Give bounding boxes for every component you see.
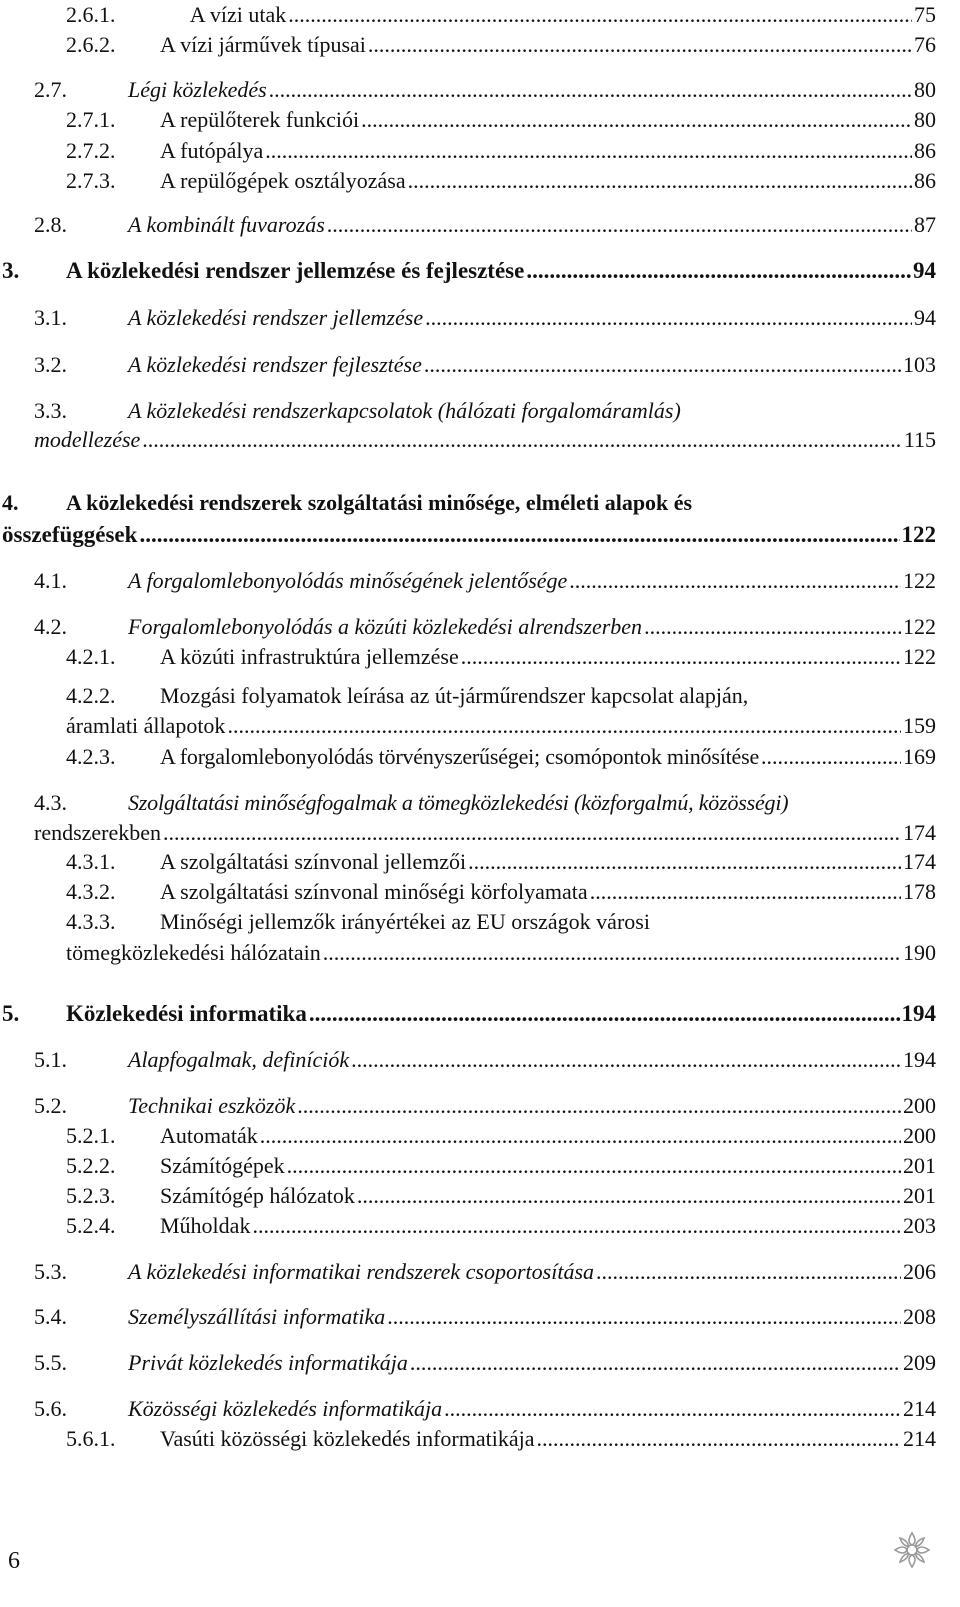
toc-entry-page: 122 <box>903 614 936 639</box>
toc-entry[interactable] <box>0 1001 936 1027</box>
toc-entry-number: 2.7.2. <box>66 138 116 163</box>
toc-leader-dots <box>444 1396 901 1422</box>
toc-entry-page: 190 <box>903 940 936 965</box>
toc-entry-page: 201 <box>903 1153 936 1178</box>
toc-entry-title: A vízi járművek típusai <box>160 32 366 57</box>
toc-entry-page: 201 <box>903 1183 936 1208</box>
toc-entry-number: 3. <box>2 258 20 283</box>
toc-entry-number: 4. <box>2 490 19 515</box>
toc-entry-continuation[interactable] <box>0 940 936 966</box>
toc-leader-dots <box>569 568 901 594</box>
toc-entry[interactable] <box>0 879 936 905</box>
toc-entry-title: A forgalomlebonyolódás minőségének jelentősége <box>128 568 568 593</box>
toc-entry-title: A közlekedési informatikai rendszerek csoportosítása <box>128 1259 595 1284</box>
toc-leader-dots <box>410 1350 901 1376</box>
toc-leader-dots <box>323 940 901 966</box>
toc-leader-dots <box>761 744 901 770</box>
toc-entry-page: 75 <box>914 2 936 27</box>
toc-entry-title: Minőségi jellemzők irányértékei az EU országok városi <box>160 909 650 934</box>
toc-entry-title: modellezése <box>34 427 141 452</box>
toc-entry-page: 87 <box>914 212 936 237</box>
toc-leader-dots <box>368 32 912 58</box>
toc-entry[interactable] <box>0 1123 936 1149</box>
toc-entry-page: 178 <box>903 879 936 904</box>
toc-leader-dots <box>287 1153 901 1179</box>
toc-entry-page: 214 <box>903 1396 936 1421</box>
toc-entry-number: 5. <box>2 1001 20 1026</box>
toc-entry-number: 4.3.2. <box>66 879 116 904</box>
toc-entry-number: 5.2.4. <box>66 1213 116 1238</box>
toc-entry-title: A közlekedési rendszerek szolgáltatási minősége, elméleti alapok és <box>66 490 693 515</box>
toc-entry-page: 80 <box>914 107 936 132</box>
toc-entry-page: 122 <box>903 644 936 669</box>
toc-entry-continuation[interactable] <box>0 427 936 453</box>
toc-leader-dots <box>408 168 912 194</box>
toc-entry-number: 4.3. <box>34 790 67 815</box>
toc-entry-number: 3.3. <box>34 398 67 423</box>
toc-entry-title: Számítógépek <box>160 1153 285 1178</box>
toc-entry-page: 122 <box>901 522 936 547</box>
toc-entry-continuation[interactable] <box>0 713 936 739</box>
toc-entry-page: 115 <box>903 427 936 452</box>
toc-leader-dots <box>252 1213 901 1239</box>
toc-entry-page: 80 <box>914 77 936 102</box>
toc-entry-title: Automaták <box>160 1123 258 1148</box>
toc-entry-number: 2.7. <box>34 77 67 102</box>
toc-entry-title: Mozgási folyamatok leírása az út-járműrendszer kapcsolat alapján, <box>160 683 749 708</box>
toc-leader-dots <box>644 614 901 640</box>
toc-entry-page: 214 <box>903 1426 936 1451</box>
toc-entry-number: 2.6.1. <box>66 2 116 27</box>
toc-leader-dots <box>288 2 912 28</box>
toc-entry-page: 174 <box>903 849 936 874</box>
toc-leader-dots <box>260 1123 901 1149</box>
toc-entry-number: 5.4. <box>34 1304 67 1329</box>
toc-entry-number: 3.2. <box>34 352 67 377</box>
toc-leader-dots <box>526 258 911 284</box>
toc-entry[interactable] <box>0 1304 936 1330</box>
toc-entry-page: 209 <box>903 1350 936 1375</box>
toc-entry-page: 94 <box>913 258 936 283</box>
toc-entry[interactable] <box>0 1153 936 1179</box>
toc-entry-title: Számítógép hálózatok <box>160 1183 355 1208</box>
toc-entry-title: A repülőterek funkciói <box>160 107 360 132</box>
toc-entry-number: 2.7.1. <box>66 107 116 132</box>
toc-leader-dots <box>461 644 901 670</box>
toc-entry-title: Forgalomlebonyolódás a közúti közlekedési alrendszerben <box>128 614 643 639</box>
toc-entry[interactable] <box>0 1396 936 1422</box>
toc-entry[interactable] <box>0 568 936 594</box>
toc-entry-title: A közúti infrastruktúra jellemzése <box>160 644 459 669</box>
toc-entry-number: 5.3. <box>34 1259 67 1284</box>
toc-entry-title: A szolgáltatási színvonal minőségi körfolyamata <box>160 879 588 904</box>
toc-entry-page: 103 <box>903 352 936 377</box>
toc-entry-title: Privát közlekedés informatikája <box>128 1350 408 1375</box>
toc-entry-title: A közlekedési rendszer fejlesztése <box>128 352 422 377</box>
toc-entry-page: 194 <box>901 1001 936 1026</box>
toc-entry-number: 3.1. <box>34 305 67 330</box>
toc-entry-page: 76 <box>914 32 936 57</box>
toc-leader-dots <box>327 212 912 238</box>
toc-entry-continuation[interactable] <box>0 820 936 846</box>
toc-entry[interactable] <box>0 1047 936 1073</box>
toc-entry-number: 2.7.3. <box>66 168 116 193</box>
toc-entry-title: A szolgáltatási színvonal jellemzői <box>160 849 467 874</box>
toc-entry-title: A vízi utak <box>189 2 287 27</box>
toc-entry[interactable] <box>0 1259 936 1285</box>
toc-leader-dots <box>265 138 912 164</box>
toc-entry[interactable] <box>0 614 936 640</box>
toc-entry-page: 94 <box>914 305 936 330</box>
toc-entry-number: 5.2.1. <box>66 1123 116 1148</box>
toc-leader-dots <box>387 1304 901 1330</box>
toc-entry-title: A kombinált fuvarozás <box>128 212 325 237</box>
toc-entry-page: 174 <box>903 820 936 845</box>
toc-entry-title: Alapfogalmak, definíciók <box>128 1047 350 1072</box>
toc-leader-dots <box>163 820 901 846</box>
toc-entry-title: A közlekedési rendszer jellemzése <box>128 305 424 330</box>
toc-entry-page: 122 <box>903 568 936 593</box>
toc-leader-dots <box>596 1259 901 1285</box>
toc-leader-dots <box>297 1093 901 1119</box>
toc-entry[interactable] <box>0 352 936 378</box>
toc-entry-number: 2.6.2. <box>66 32 116 57</box>
toc-entry[interactable] <box>0 1350 936 1376</box>
toc-entry-title: tömegközlekedési hálózatain <box>66 940 321 965</box>
toc-entry-title: Szolgáltatási minőségfogalmak a tömegközlekedési (közforgalmú, közösségi) <box>128 790 789 815</box>
toc-entry-number: 5.2. <box>34 1093 67 1118</box>
toc-leader-dots <box>424 352 901 378</box>
toc-entry-continuation[interactable] <box>0 522 936 548</box>
toc-entry-number: 5.6.1. <box>66 1426 116 1451</box>
toc-entry-number: 4.3.1. <box>66 849 116 874</box>
toc-entry-number: 4.2.2. <box>66 683 116 708</box>
toc-entry-number: 5.6. <box>34 1396 67 1421</box>
toc-entry-title: A közlekedési rendszerkapcsolatok (hálózati forgalomáramlás) <box>128 398 681 423</box>
toc-entry-title: Légi közlekedés <box>128 77 267 102</box>
toc-entry-page: 159 <box>903 713 936 738</box>
toc-entry[interactable] <box>0 1213 936 1239</box>
toc-entry-title: Műholdak <box>160 1213 251 1238</box>
toc-leader-dots <box>590 879 901 905</box>
toc-entry-number: 4.2.1. <box>66 644 116 669</box>
toc-entry-number: 4.3.3. <box>66 909 116 934</box>
toc-entry-title: A forgalomlebonyolódás törvényszerűségei; csomópontok minősítése <box>160 744 760 769</box>
toc-entry-page: 208 <box>903 1304 936 1329</box>
toc-leader-dots <box>468 849 901 875</box>
toc-entry[interactable] <box>0 744 936 770</box>
toc-leader-dots <box>357 1183 901 1209</box>
toc-leader-dots <box>351 1047 901 1073</box>
toc-entry-page: 200 <box>903 1093 936 1118</box>
toc-entry-number: 2.8. <box>34 212 67 237</box>
toc-entry[interactable] <box>0 168 936 194</box>
toc-entry[interactable] <box>0 258 936 284</box>
toc-entry-number: 5.2.2. <box>66 1153 116 1178</box>
toc-entry-title: A repülőgépek osztályozása <box>160 168 406 193</box>
toc-entry[interactable] <box>0 849 936 875</box>
toc-entry-number: 5.5. <box>34 1350 67 1375</box>
toc-leader-dots <box>139 522 899 548</box>
toc-entry-title: Személyszállítási informatika <box>128 1304 386 1329</box>
toc-leader-dots <box>269 77 912 103</box>
toc-entry[interactable] <box>0 107 936 133</box>
toc-entry-title: rendszerekben <box>34 820 162 845</box>
toc-entry[interactable] <box>0 1183 936 1209</box>
toc-entry-title: Vasúti közösségi közlekedés informatikája <box>160 1426 535 1451</box>
toc-entry-number: 5.2.3. <box>66 1183 116 1208</box>
toc-entry-title: A közlekedési rendszer jellemzése és fejlesztése <box>66 258 525 283</box>
toc-entry-title: A futópálya <box>160 138 264 163</box>
toc-entry[interactable] <box>0 77 936 103</box>
toc-leader-dots <box>142 427 902 453</box>
toc-leader-dots <box>537 1426 901 1452</box>
toc-entry-number: 4.2.3. <box>66 744 116 769</box>
page-number: 6 <box>8 1548 20 1574</box>
toc-entry-number: 4.2. <box>34 614 67 639</box>
ornament-icon <box>892 1530 932 1570</box>
toc-entry[interactable] <box>0 1093 936 1119</box>
toc-entry[interactable] <box>0 32 936 58</box>
toc-entry[interactable] <box>0 1426 936 1452</box>
toc-entry-page: 203 <box>903 1213 936 1238</box>
toc-entry-page: 206 <box>903 1259 936 1284</box>
toc-leader-dots <box>309 1001 900 1027</box>
toc-entry[interactable] <box>0 644 936 670</box>
toc-entry-page: 169 <box>903 744 936 769</box>
toc-entry[interactable] <box>0 2 936 28</box>
toc-entry-title: Technikai eszközök <box>128 1093 296 1118</box>
toc-entry[interactable] <box>0 212 936 238</box>
toc-entry-number: 4.1. <box>34 568 67 593</box>
toc-entry-title: összefüggések <box>2 522 138 547</box>
toc-entry-page: 86 <box>914 138 936 163</box>
toc-entry-page: 86 <box>914 168 936 193</box>
toc-entry-number: 5.1. <box>34 1047 67 1072</box>
toc-entry-title: Közösségi közlekedés informatikája <box>128 1396 443 1421</box>
toc-entry[interactable] <box>0 138 936 164</box>
toc-entry-page: 200 <box>903 1123 936 1148</box>
toc-entry-title: Közlekedési informatika <box>66 1001 307 1026</box>
toc-leader-dots <box>361 107 912 133</box>
toc-entry-page: 194 <box>903 1047 936 1072</box>
toc-leader-dots <box>227 713 901 739</box>
toc-entry-title: áramlati állapotok <box>66 713 226 738</box>
toc-entry[interactable] <box>0 305 936 331</box>
toc-leader-dots <box>425 305 912 331</box>
